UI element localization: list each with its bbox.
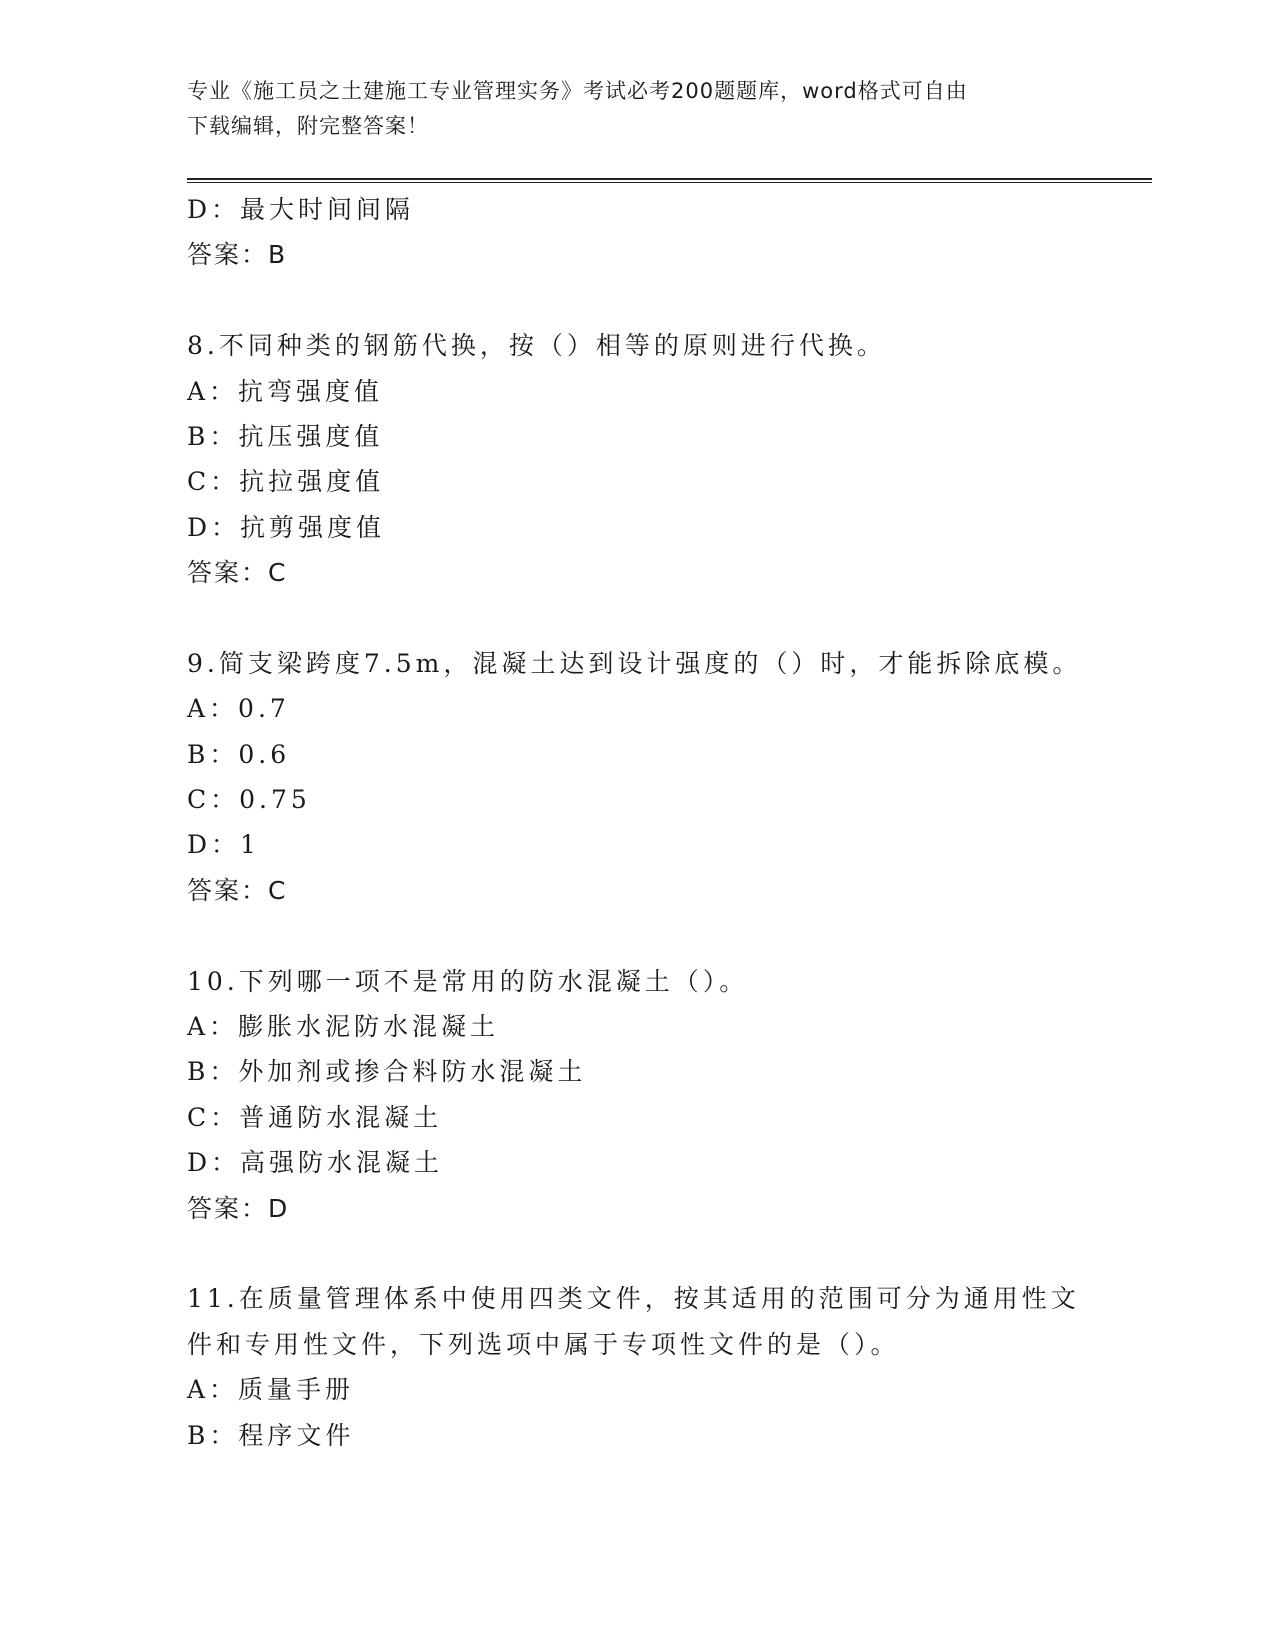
question-stem: 11.在质量管理体系中使用四类文件，按其适用的范围可分为通用性文 [187, 1284, 1080, 1314]
option-a: A：膨胀水泥防水混凝土 [187, 1012, 500, 1042]
header-line-1: 专业《施工员之土建施工专业管理实务》考试必考200题题库，word格式可自由 [187, 79, 968, 103]
question-stem: 10.下列哪一项不是常用的防水混凝土（）。 [187, 966, 749, 996]
document-header [187, 74, 1067, 144]
question-stem-continued: 件和专用性文件，下列选项中属于专项性文件的是（）。 [187, 1329, 900, 1359]
header-divider [187, 178, 1152, 183]
question-10 [187, 959, 1152, 1231]
spacer [187, 596, 1152, 641]
option-b: B：0.6 [187, 739, 291, 769]
answer-line: 答案：B [187, 240, 288, 270]
option-c: C：抗拉强度值 [187, 467, 385, 497]
question-content [187, 187, 1152, 1458]
spacer [187, 278, 1152, 323]
option-d: D：高强防水混凝土 [187, 1148, 444, 1178]
question-stem: 8.不同种类的钢筋代换，按（）相等的原则进行代换。 [187, 331, 886, 361]
option-c: C：普通防水混凝土 [187, 1102, 443, 1132]
option-b: B：外加剂或掺合料防水混凝土 [187, 1057, 587, 1087]
question-stem: 9.简支梁跨度7.5m，混凝土达到设计强度的（）时，才能拆除底模。 [187, 648, 1082, 678]
option-a: A：0.7 [187, 694, 290, 724]
question-11 [187, 1276, 1152, 1458]
question-9 [187, 641, 1152, 913]
answer-line: 答案：C [187, 875, 288, 905]
previous-question-tail [187, 187, 1152, 278]
question-8 [187, 323, 1152, 595]
answer-line: 答案：D [187, 1193, 290, 1223]
option-a: A：抗弯强度值 [187, 376, 384, 406]
spacer [187, 1231, 1152, 1276]
spacer [187, 913, 1152, 958]
option-b: B：抗压强度值 [187, 421, 384, 451]
answer-line: 答案：C [187, 558, 288, 588]
header-line-2: 下载编辑，附完整答案！ [187, 114, 429, 138]
option-b: B：程序文件 [187, 1420, 355, 1450]
option-d: D：抗剪强度值 [187, 512, 386, 542]
option-a: A：质量手册 [187, 1375, 355, 1405]
option-d: D：1 [187, 830, 260, 860]
option-c: C：0.75 [187, 785, 311, 815]
option-d: D：最大时间间隔 [187, 195, 415, 224]
